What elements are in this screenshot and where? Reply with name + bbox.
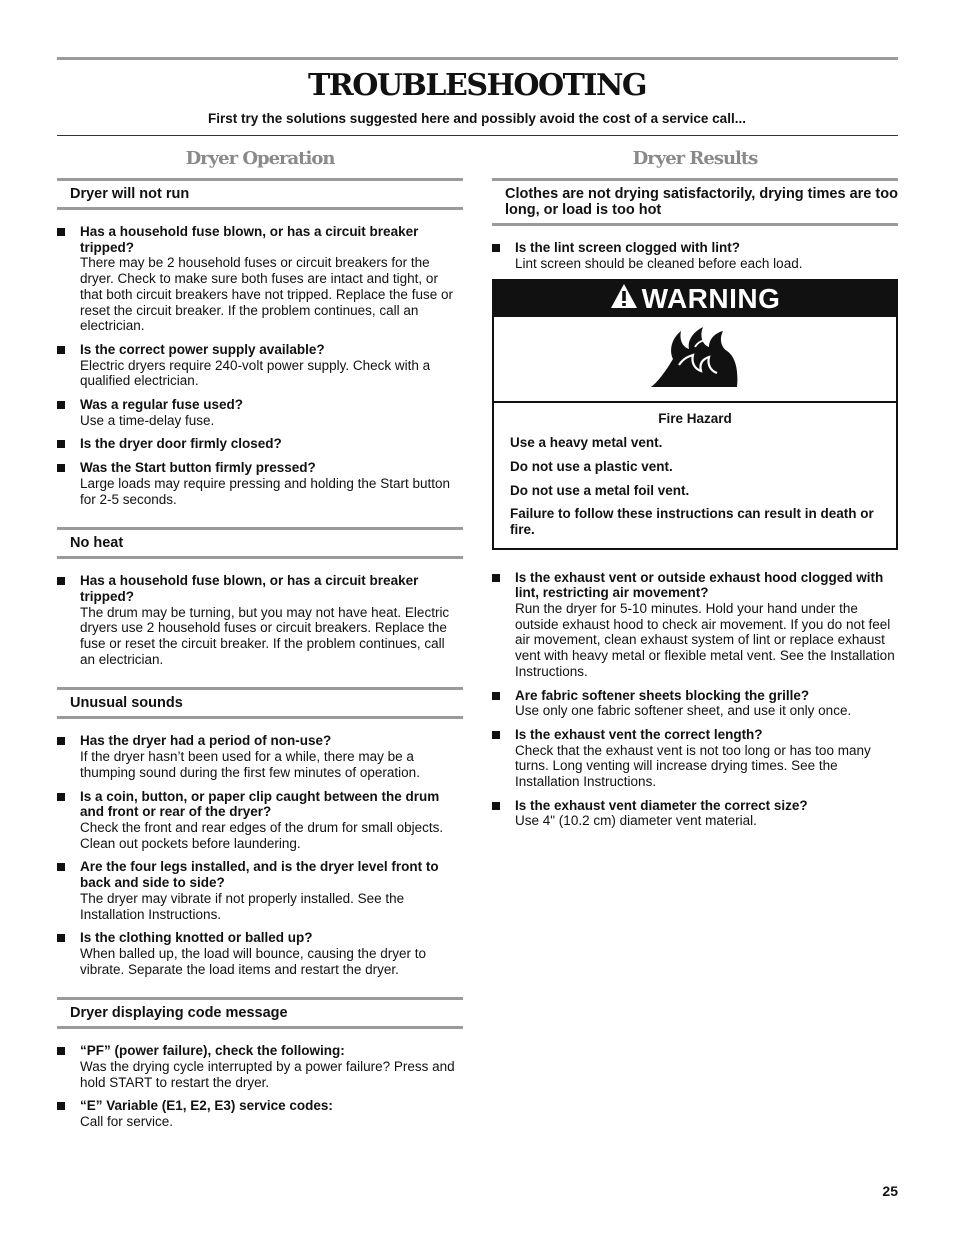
item-answer: Large loads may require pressing and holding the Start button for 2-5 seconds. — [80, 475, 450, 507]
list-item — [492, 570, 898, 680]
item-answer: Lint screen should be cleaned before each load. — [515, 255, 803, 271]
item-question: Is the lint screen clogged with lint? — [515, 240, 741, 255]
warning-line: Use a heavy metal vent. — [510, 435, 663, 451]
dryer-results-column — [492, 142, 898, 837]
list-item — [57, 342, 463, 389]
item-answer: The drum may be turning, but you may not have heat. Electric dryers use 2 household fuses or circuit breakers. Replace the fuse or reset the circuit breaker. If the problem continues, call an electrician. — [80, 604, 450, 667]
bullet-square-icon — [492, 802, 500, 810]
list-item — [492, 240, 898, 271]
list-item — [57, 1098, 463, 1129]
item-question: Is the dryer door firmly closed? — [80, 436, 282, 452]
item-answer: When balled up, the load will bounce, causing the dryer to vibrate. Separate the load items and restart the dryer. — [80, 945, 426, 977]
list-item — [57, 859, 463, 922]
section-list-code-message — [57, 1043, 463, 1130]
item-answer: Was the drying cycle interrupted by a power failure? Press and hold START to restart the dryer. — [80, 1059, 455, 1090]
bullet-square-icon — [57, 863, 65, 871]
item-answer: Check the front and rear edges of the drum for small objects. Clean out pockets before laundering. — [80, 819, 444, 851]
section-title-unusual-sounds: Unusual sounds — [57, 687, 463, 719]
section-title-no-heat: No heat — [57, 527, 463, 559]
bullet-square-icon — [492, 574, 500, 582]
item-question: Has a household fuse blown, or has a circuit breaker tripped? — [80, 224, 419, 255]
item-answer: There may be 2 household fuses or circuit breakers for the dryer. Check to make sure both fuses are intact and tight, or that both circuit breakers have not tripped. Replace the fuse or reset the circuit breaker. If the problem continues, call an electrician. — [80, 255, 453, 334]
section-title-code-message: Dryer displaying code message — [57, 997, 463, 1029]
item-question: Was a regular fuse used? — [80, 397, 244, 413]
item-question: Has the dryer had a period of non-use? — [80, 733, 332, 749]
page-subtitle: First try the solutions suggested here and possibly avoid the cost of a service call... — [208, 111, 746, 126]
bullet-square-icon — [57, 401, 65, 409]
bullet-square-icon — [57, 1102, 65, 1110]
section-title-dryer-will-not-run: Dryer will not run — [57, 178, 463, 210]
warning-header — [494, 281, 896, 317]
section-title-not-drying: Clothes are not drying satisfactorily, drying times are too long, or load is too hot — [492, 178, 898, 226]
section-list-no-heat — [57, 573, 463, 667]
item-question: “PF” (power failure), check the following: — [80, 1043, 345, 1059]
bullet-square-icon — [492, 244, 500, 252]
item-answer: Use a time-delay fuse. — [80, 412, 215, 428]
item-question: Is a coin, button, or paper clip caught between the drum and front or rear of the dryer? — [80, 788, 440, 820]
bullet-square-icon — [57, 793, 65, 801]
fire-hazard-symbol — [494, 317, 896, 403]
page-number: 25 — [882, 1183, 898, 1199]
item-answer: Run the dryer for 5-10 minutes. Hold your hand under the outside exhaust hood to check air movement. If you do not feel air movement, clean exhaust system of lint or replace exhaust vent with heavy metal or flexible metal vent. See the Installation Instructions. — [515, 601, 895, 679]
list-item — [492, 727, 898, 790]
warning-line: Do not use a metal foil vent. — [510, 482, 690, 498]
item-answer: Use 4" (10.2 cm) diameter vent material. — [515, 813, 757, 829]
list-item — [57, 224, 463, 334]
hazard-title: Fire Hazard — [658, 411, 732, 427]
item-question: Are the four legs installed, and is the dryer level front to back and side to side? — [80, 859, 439, 891]
item-question: “E” Variable (E1, E2, E3) service codes: — [80, 1098, 333, 1114]
item-answer: The dryer may vibrate if not properly installed. See the Installation Instructions. — [80, 890, 405, 922]
item-answer: If the dryer hasn’t been used for a while, there may be a thumping sound during the first few minutes of operation. — [80, 749, 420, 780]
bullet-square-icon — [57, 440, 65, 448]
subtitle-rule — [57, 135, 898, 136]
item-question: Is the clothing knotted or balled up? — [80, 930, 313, 946]
list-item — [492, 688, 898, 719]
bullet-square-icon — [57, 577, 65, 585]
bullet-square-icon — [57, 464, 65, 472]
warning-label: WARNING — [641, 283, 781, 315]
item-question: Was the Start button firmly pressed? — [80, 460, 316, 476]
list-item — [57, 573, 463, 667]
bullet-square-icon — [492, 692, 500, 700]
page-title: TROUBLESHOOTING — [307, 68, 647, 103]
section-list-after-warning — [492, 570, 898, 830]
item-answer: Call for service. — [80, 1114, 174, 1130]
bullet-square-icon — [57, 934, 65, 942]
list-item — [57, 930, 463, 977]
list-item — [57, 733, 463, 780]
bullet-square-icon — [57, 737, 65, 745]
list-item — [57, 1043, 463, 1090]
list-item — [57, 397, 463, 428]
list-item — [492, 798, 898, 829]
list-item — [57, 436, 463, 452]
list-item — [57, 460, 463, 507]
item-question: Has a household fuse blown, or has a circuit breaker tripped? — [80, 573, 419, 604]
dryer-operation-column — [57, 142, 463, 1138]
column-heading-dryer-results: Dryer Results — [632, 148, 758, 169]
warning-box — [492, 279, 898, 549]
item-answer: Electric dryers require 240-volt power supply. Check with a qualified electrician. — [80, 357, 431, 389]
bullet-square-icon — [57, 1047, 65, 1055]
warning-line: Do not use a plastic vent. — [510, 458, 673, 474]
item-question: Is the exhaust vent diameter the correct size? — [515, 797, 808, 813]
item-question: Is the correct power supply available? — [80, 341, 325, 357]
section-list-dryer-will-not-run — [57, 224, 463, 507]
list-item — [57, 789, 463, 852]
item-question: Is the exhaust vent or outside exhaust hood clogged with lint, restricting air movement? — [515, 569, 884, 601]
warning-line: Failure to follow these instructions can result in death or fire. — [510, 506, 874, 537]
column-heading-dryer-operation: Dryer Operation — [185, 148, 335, 169]
bullet-square-icon — [492, 731, 500, 739]
item-answer: Use only one fabric softener sheet, and use it only once. — [515, 703, 852, 719]
item-answer: Check that the exhaust vent is not too long or has too many turns. Long venting will increase drying times. See the Installation Instructions. — [515, 742, 871, 790]
section-list-unusual-sounds — [57, 733, 463, 977]
bullet-square-icon — [57, 346, 65, 354]
top-rule — [57, 57, 898, 60]
item-question: Are fabric softener sheets blocking the grille? — [515, 687, 810, 703]
item-question: Is the exhaust vent the correct length? — [515, 726, 763, 742]
warning-text — [494, 403, 896, 547]
warning-triangle-icon — [610, 283, 638, 316]
bullet-square-icon — [57, 228, 65, 236]
fire-icon — [649, 325, 741, 394]
section-list-before-warning — [492, 240, 898, 271]
